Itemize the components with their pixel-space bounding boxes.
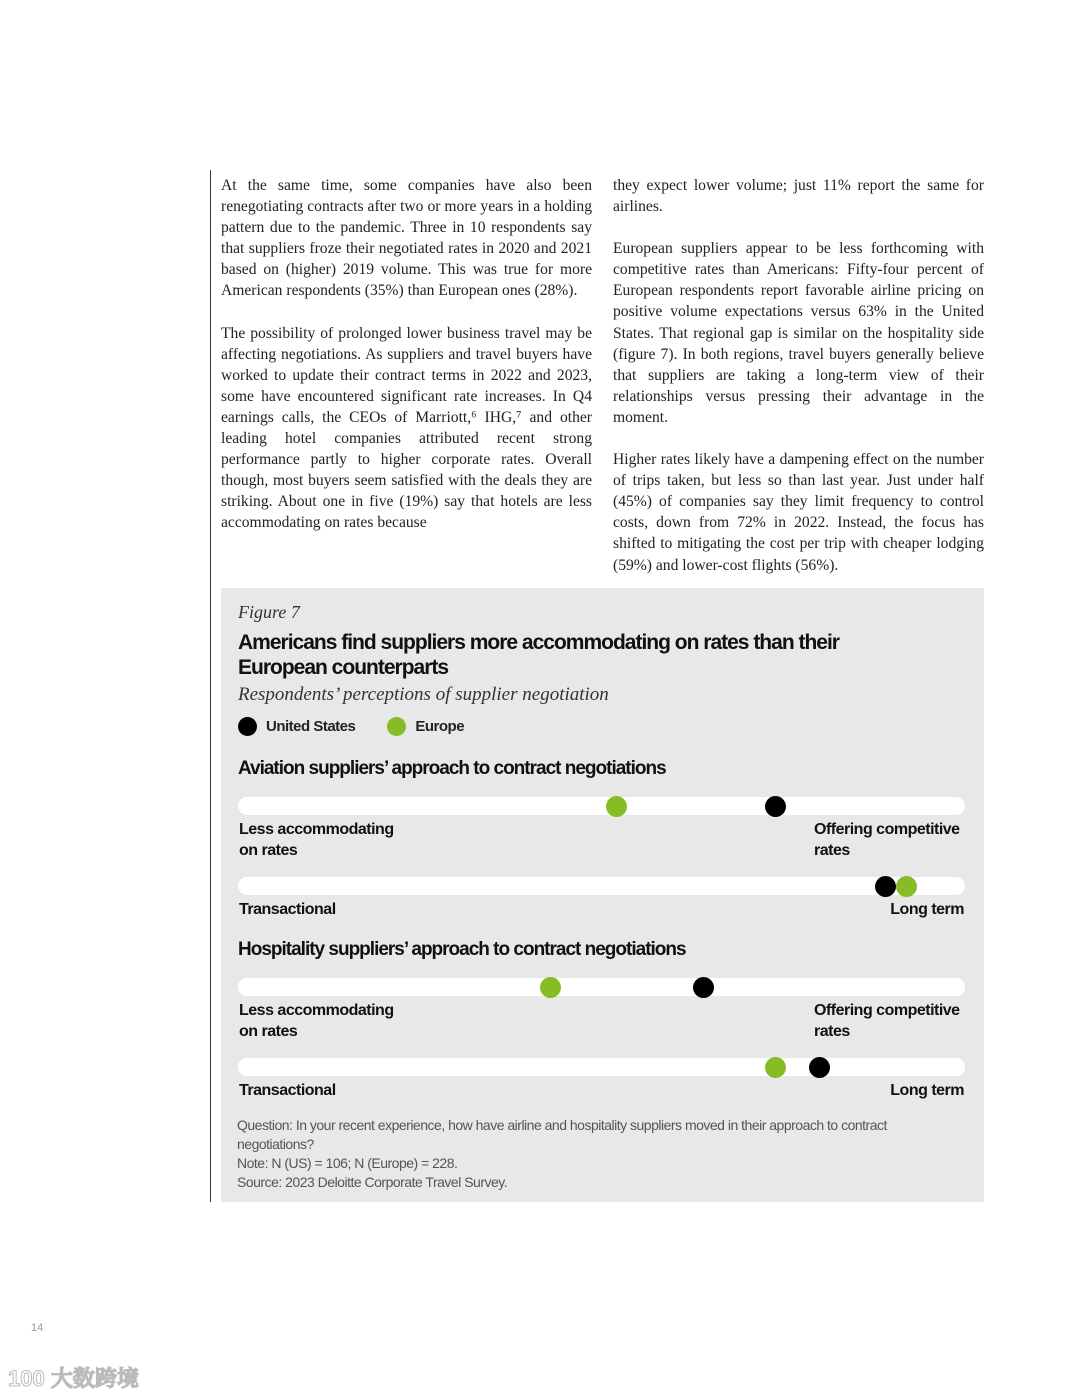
scale-right-label: Offering competitive rates xyxy=(814,821,960,859)
us-point xyxy=(809,1057,830,1078)
paragraph: At the same time, some companies have also been renegotiating contracts after two or more years in a holding pattern due to the pandemic. Three in 10 respondents say that suppliers froze their negotiated rates in 2020 and 2021 based on (higher) 2019 volume. This was true for more American respondents (35%) than European ones (28%). xyxy=(221,177,592,300)
figure-label: Figure 7 xyxy=(238,602,300,622)
legend-item-europe xyxy=(387,717,464,736)
scale-left-label: Less accommodating on rates xyxy=(239,1002,394,1040)
question-note: Question: In your recent experience, how have airline and hospitality suppliers moved in their approach to contract negotiations? xyxy=(237,1117,887,1152)
scale-track xyxy=(238,978,965,996)
europe-point xyxy=(606,796,627,817)
source-note: Source: 2023 Deloitte Corporate Travel Survey. xyxy=(237,1174,508,1190)
scale-left-label: Less accommodating on rates xyxy=(239,821,394,859)
paragraph: European suppliers appear to be less forthcoming with competitive rates than Americans: Fifty-four percent of European respondents report favorable airline pricing on positive volume expectations versus 63% in the United States. That regional gap is similar on the hospitality side (figure 7). In both regions, travel buyers generally believe that suppliers are taking a long-term view of their relationships versus pressing their advantage in the moment. xyxy=(613,240,984,426)
us-point xyxy=(875,876,896,897)
scale-track xyxy=(238,1058,965,1076)
body-column-right xyxy=(613,175,984,597)
scale-left-label: Transactional xyxy=(239,901,336,918)
europe-point xyxy=(540,977,561,998)
paragraph: they expect lower volume; just 11% report the same for airlines. xyxy=(613,177,984,216)
legend-swatch-us xyxy=(238,717,257,736)
section-title: Aviation suppliers’ approach to contract negotiations xyxy=(238,758,666,779)
figure-notes xyxy=(237,1116,957,1192)
us-point xyxy=(693,977,714,998)
figure-title: Americans find suppliers more accommodating on rates than their European counterparts xyxy=(238,631,839,679)
watermark-logo: 100 大数跨境 xyxy=(8,1366,139,1391)
section-title: Hospitality suppliers’ approach to contract negotiations xyxy=(238,939,686,960)
scale-left-label: Transactional xyxy=(239,1082,336,1099)
scale-right-label: Offering competitive rates xyxy=(814,1002,960,1040)
figure-7 xyxy=(221,588,984,1202)
figure-subtitle: Respondents’ perceptions of supplier negotiation xyxy=(238,684,609,705)
page-number: 14 xyxy=(31,1322,44,1334)
legend-item-us xyxy=(238,717,355,736)
body-column-left xyxy=(221,175,592,555)
column-rule xyxy=(210,170,211,1202)
legend-swatch-europe xyxy=(387,717,406,736)
legend-label: Europe xyxy=(415,718,465,735)
paragraph: Higher rates likely have a dampening effect on the number of trips taken, but less so than last year. Just under half (45%) of companies say they limit frequency to control costs, down from 72% in 2022. Instead, the focus has shifted to mitigating the cost per trip with cheaper lodging (59%) and lower-cost flights (56%). xyxy=(613,451,984,574)
scale-right-label: Long term xyxy=(890,901,964,918)
scale-track xyxy=(238,797,965,815)
legend xyxy=(238,717,496,736)
europe-point xyxy=(765,1057,786,1078)
n-note: Note: N (US) = 106; N (Europe) = 228. xyxy=(237,1155,458,1171)
paragraph: The possibility of prolonged lower business travel may be affecting negotiations. As suppliers and travel buyers have worked to update their contract terms in 2022 and 2023, some have encountered significant rate increases. In Q4 earnings calls, the CEOs of Marriott,⁶ IHG,⁷ and other leading hotel companies attributed recent strong performance partly to higher corporate rates. Overall though, most buyers seem satisfied with the deals they are striking. About one in five (19%) say that hotels are less accommodating on rates because xyxy=(221,324,592,532)
us-point xyxy=(765,796,786,817)
europe-point xyxy=(896,876,917,897)
legend-label: United States xyxy=(266,718,356,735)
scale-right-label: Long term xyxy=(890,1082,964,1099)
scale-track xyxy=(238,877,965,895)
